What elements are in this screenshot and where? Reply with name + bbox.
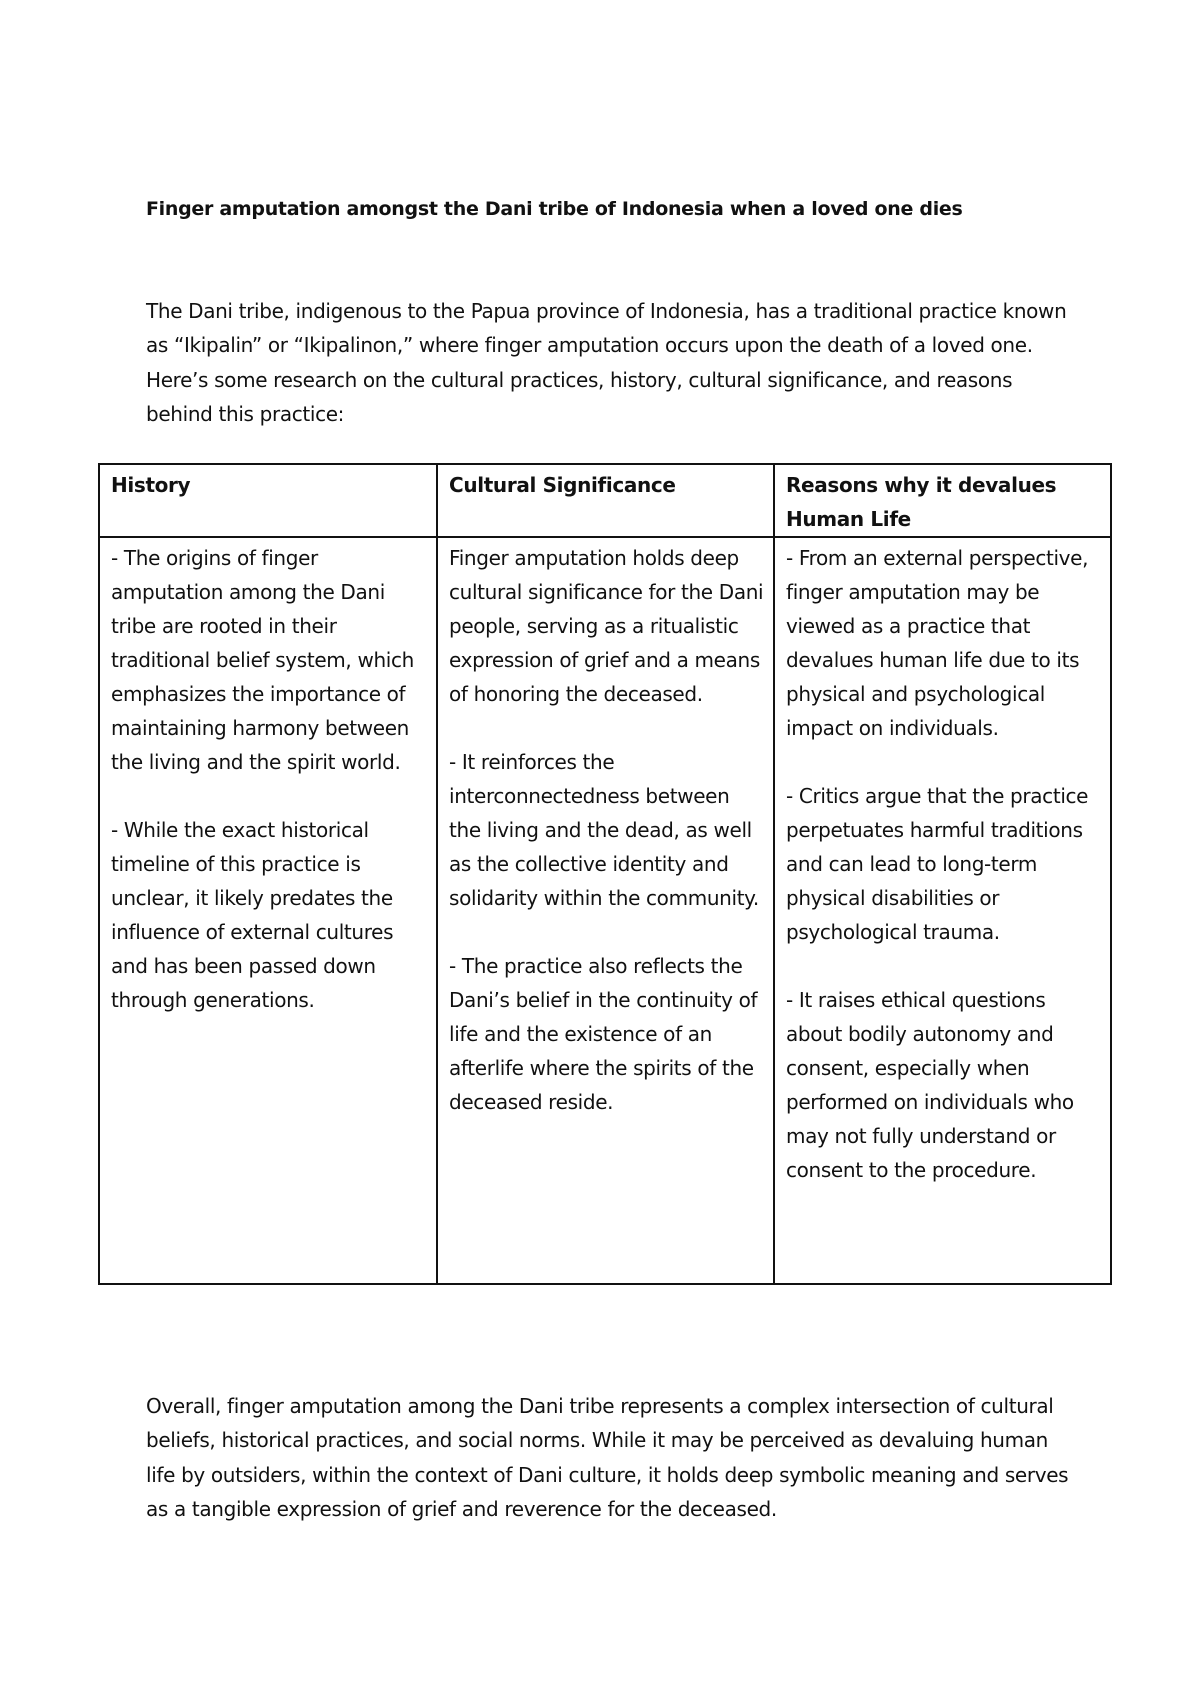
reasons-cell [774,537,1111,1284]
cultural-significance-cell [437,537,774,1284]
document-title: Finger amputation amongst the Dani tribe of Indonesia when a loved one dies [146,198,963,220]
table-header-row [99,464,1111,537]
history-cell [99,537,437,1284]
header-reasons-devalues-life: Reasons why it devalues Human Life [774,464,1111,537]
conclusion-paragraph: Overall, finger amputation among the Dani tribe represents a complex intersection of cultural beliefs, historical practices, and social norms. While it may be perceived as devaluing human life by outsiders, within the context of Dani culture, it holds deep symbolic meaning and serves as a tangible expression of grief and reverence for the deceased. [146,1394,1069,1521]
research-table [98,463,1112,1285]
reasons-paragraph-3: - It raises ethical questions about bodily autonomy and consent, especially when performed on individuals who may not fully understand or consent to the procedure. [786,988,1074,1182]
header-cultural-significance: Cultural Significance [437,464,774,537]
history-paragraph-1: - The origins of finger amputation among the Dani tribe are rooted in their traditional belief system, which emphasizes the importance of maintaining harmony between the living and the spirit world. [111,546,414,774]
significance-paragraph-1: Finger amputation holds deep cultural significance for the Dani people, serving as a ritualistic expression of grief and a means of honoring the deceased. [449,546,764,706]
history-paragraph-2: - While the exact historical timeline of this practice is unclear, it likely predates the influence of external cultures and has been passed down through generations. [111,818,394,1012]
significance-paragraph-3: - The practice also reflects the Dani’s belief in the continuity of life and the existence of an afterlife where the spirits of the deceased reside. [449,954,758,1114]
reasons-paragraph-2: - Critics argue that the practice perpetuates harmful traditions and can lead to long-term physical disabilities or psychological trauma. [786,784,1089,944]
intro-paragraph: The Dani tribe, indigenous to the Papua province of Indonesia, has a traditional practice known as “Ikipalin” or “Ikipalinon,” where finger amputation occurs upon the death of a loved one. Here’s some research on the cultural practices, history, cultural significance, and reasons behind this practice: [146,299,1067,426]
significance-paragraph-2: - It reinforces the interconnectedness between the living and the dead, as well as the collective identity and solidarity within the community. [449,750,759,910]
table-row [99,537,1111,1284]
research-table-container [98,463,1110,1285]
header-history: History [99,464,437,537]
reasons-paragraph-1: - From an external perspective, finger amputation may be viewed as a practice that devalues human life due to its physical and psychological impact on individuals. [786,546,1089,740]
